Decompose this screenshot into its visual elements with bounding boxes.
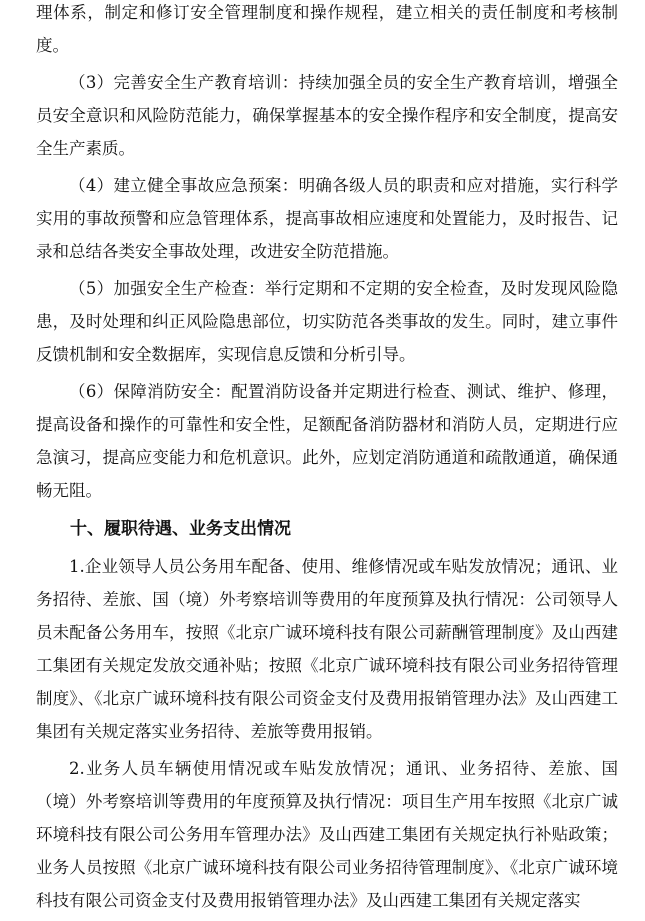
paragraph-item-5: （5）加强安全生产检查：举行定期和不定期的安全检查，及时发现风险隐患，及时处理和纠正风险隐患部位，切实防范各类事故的发生。同时，建立事件反馈机制和安全数据库，实现信息反馈和分析引导。	[36, 279, 618, 364]
paragraph-item-4: （4）建立健全事故应急预案：明确各级人员的职责和应对措施，实行科学实用的事故预警和应急管理体系，提高事故相应速度和处置能力，及时报告、记录和总结各类安全事故处理，改进安全防范措施。	[36, 176, 618, 261]
document-page	[36, 0, 618, 921]
paragraph-continuation: 理体系，制定和修订安全管理制度和操作规程，建立相关的责任制度和考核制度。	[36, 3, 618, 55]
paragraph-item-3: （3）完善安全生产教育培训：持续加强全员的安全生产教育培训，增强全员安全意识和风险防范能力，确保掌握基本的安全操作程序和安全制度，提高安全生产素质。	[36, 73, 618, 158]
section-paragraph-1: 1.企业领导人员公务用车配备、使用、维修情况或车贴发放情况；通讯、业务招待、差旅、国（境）外考察培训等费用的年度预算及执行情况：公司领导人员未配备公务用车，按照《北京广诚环境科技有限公司薪酬管理制度》及山西建工集团有关规定发放交通补贴；按照《北京广诚环境科技有限公司业务招待管理制度》、《北京广诚环境科技有限公司资金支付及费用报销管理办法》及山西建工集团有关规定落实业务招待、差旅等费用报销。	[36, 557, 618, 741]
section-paragraph-2: 2.业务人员车辆使用情况或车贴发放情况；通讯、业务招待、差旅、国（境）外考察培训等费用的年度预算及执行情况：项目生产用车按照《北京广诚环境科技有限公司公务用车管理办法》及山西建工集团有关规定执行补贴政策；业务人员按照《北京广诚环境科技有限公司业务招待管理制度》、《北京广诚环境科技有限公司资金支付及费用报销管理办法》及山西建工集团有关规定落实	[36, 759, 618, 910]
section-heading: 十、履职待遇、业务支出情况	[70, 519, 291, 539]
paragraph-item-6: （6）保障消防安全：配置消防设备并定期进行检查、测试、维护、修理，提高设备和操作的可靠性和安全性，足额配备消防器材和消防人员，定期进行应急演习，提高应变能力和危机意识。此外，应划定消防通道和疏散通道，确保通畅无阻。	[36, 382, 618, 500]
